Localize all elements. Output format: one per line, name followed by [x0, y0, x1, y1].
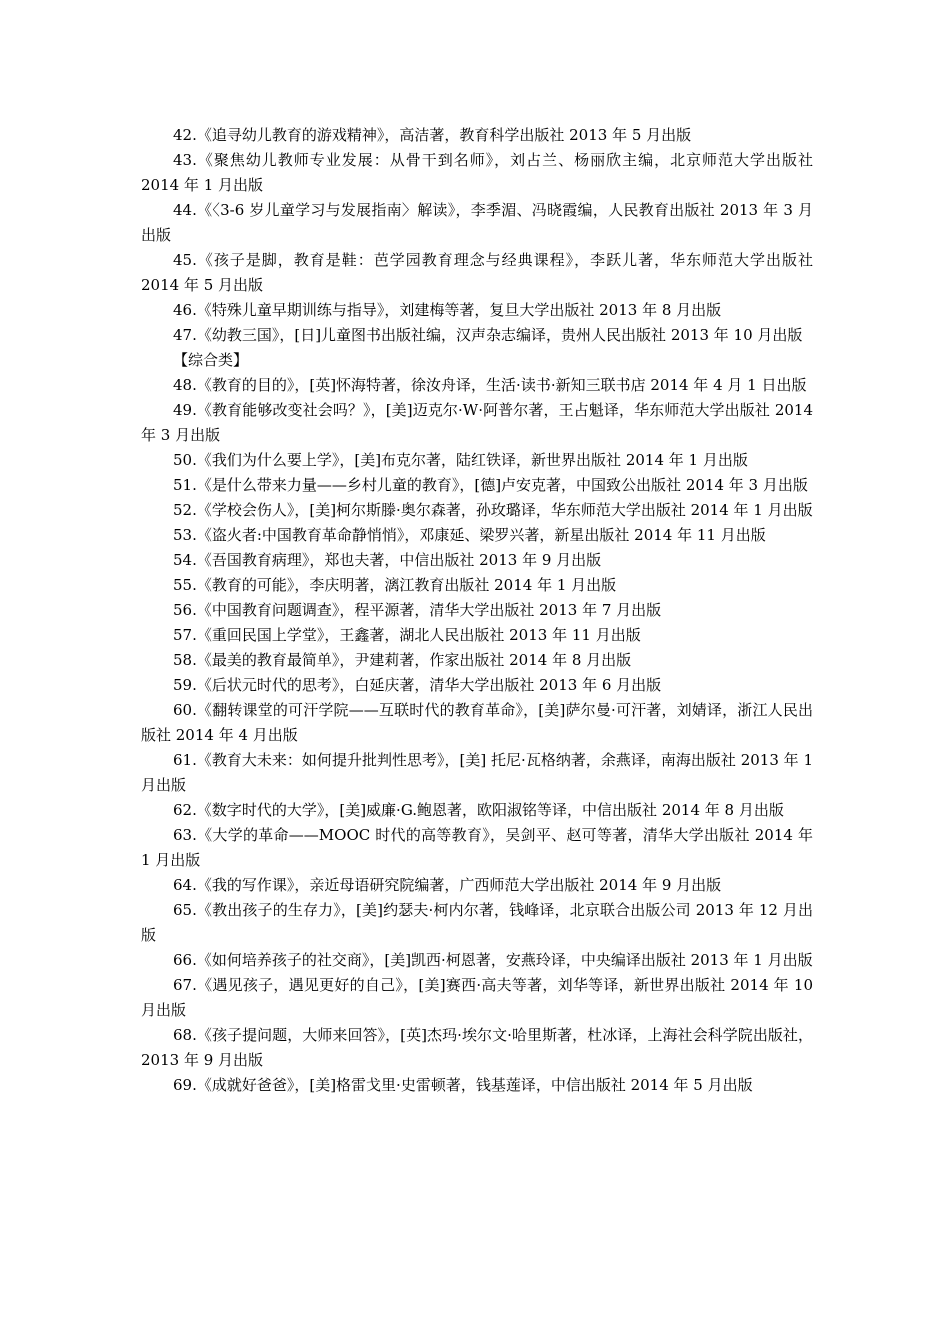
list-item: 47.《幼教三国》，[日]儿童图书出版社编，汉声杂志编译，贵州人民出版社 2013 年 10 月出版	[173, 326, 803, 344]
list-item: 50.《我们为什么要上学》，[美]布克尔著，陆红铁译，新世界出版社 2014 年 1 月出版	[173, 451, 748, 469]
list-item: 42.《追寻幼儿教育的游戏精神》，高洁著，教育科学出版社 2013 年 5 月出版	[173, 126, 692, 144]
list-item: 48.《教育的目的》，[英]怀海特著，徐汝舟译，生活·读书·新知三联书店 2014 年 4 月 1 日出版	[173, 376, 807, 394]
list-item: 61.《教育大未来：如何提升批判性思考》，[美] 托尼·瓦格纳著，余燕译，南海出版社 2013 年 1 月出版	[141, 751, 813, 794]
list-item: 60.《翻转课堂的可汗学院——互联时代的教育革命》，[美]萨尔曼·可汗著，刘婧译，浙江人民出版社 2014 年 4 月出版	[141, 701, 813, 744]
list-item: 54.《吾国教育病理》，郑也夫著，中信出版社 2013 年 9 月出版	[173, 551, 602, 569]
list-item: 69.《成就好爸爸》，[美]格雷戈里·史雷顿著，钱基莲译，中信出版社 2014 年 5 月出版	[173, 1076, 753, 1094]
list-item: 46.《特殊儿童早期训练与指导》，刘建梅等著，复旦大学出版社 2013 年 8 月出版	[173, 301, 722, 319]
list-item: 53.《盗火者:中国教育革命静悄悄》，邓康延、梁罗兴著，新星出版社 2014 年 11 月出版	[173, 526, 766, 544]
list-item: 63.《大学的革命——MOOC 时代的高等教育》，吴剑平、赵可等著，清华大学出版社 2014 年 1 月出版	[141, 826, 813, 869]
list-item: 64.《我的写作课》，亲近母语研究院编著，广西师范大学出版社 2014 年 9 月出版	[173, 876, 722, 894]
list-item: 57.《重回民国上学堂》，王鑫著，湖北人民出版社 2013 年 11 月出版	[173, 626, 641, 644]
list-item: 56.《中国教育问题调查》，程平源著，清华大学出版社 2013 年 7 月出版	[173, 601, 662, 619]
list-item: 66.《如何培养孩子的社交商》，[美]凯西·柯恩著，安燕玲译，中央编译出版社 2013 年 1 月出版	[173, 951, 813, 969]
list-item: 45.《孩子是脚，教育是鞋：芭学园教育理念与经典课程》，李跃儿著，华东师范大学出版社 2014 年 5 月出版	[141, 251, 813, 294]
list-item: 58.《最美的教育最简单》，尹建莉著，作家出版社 2014 年 8 月出版	[173, 651, 632, 669]
list-item: 44.《〈3-6 岁儿童学习与发展指南〉解读》，李季湄、冯晓霞编，人民教育出版社 2013 年 3 月出版	[141, 201, 813, 244]
list-item: 43.《聚焦幼儿教师专业发展：从骨干到名师》，刘占兰、杨丽欣主编，北京师范大学出版社 2014 年 1 月出版	[141, 151, 813, 194]
list-item: 51.《是什么带来力量——乡村儿童的教育》，[德]卢安克著，中国致公出版社 2014 年 3 月出版	[173, 476, 808, 494]
list-item: 68.《孩子提问题，大师来回答》，[英]杰玛·埃尔文·哈里斯著，杜冰译，上海社会科学院出版社，2013 年 9 月出版	[141, 1026, 813, 1069]
document-page	[141, 123, 813, 1098]
list-item: 65.《教出孩子的生存力》，[美]约瑟夫·柯内尔著，钱峰译，北京联合出版公司 2013 年 12 月出版	[141, 901, 813, 944]
list-item: 59.《后状元时代的思考》，白延庆著，清华大学出版社 2013 年 6 月出版	[173, 676, 662, 694]
section-heading: 【综合类】	[173, 351, 249, 369]
list-item: 49.《教育能够改变社会吗？》，[美]迈克尔·W·阿普尔著，王占魁译，华东师范大学出版社 2014 年 3 月出版	[141, 401, 813, 444]
list-item: 62.《数字时代的大学》，[美]威廉·G.鲍恩著，欧阳淑铭等译，中信出版社 2014 年 8 月出版	[173, 801, 784, 819]
list-item: 55.《教育的可能》，李庆明著，漓江教育出版社 2014 年 1 月出版	[173, 576, 617, 594]
list-item: 52.《学校会伤人》，[美]柯尔斯滕·奥尔森著，孙玫璐译，华东师范大学出版社 2014 年 1 月出版	[173, 501, 813, 519]
list-item: 67.《遇见孩子，遇见更好的自己》，[美]赛西·高夫等著，刘华等译，新世界出版社 2014 年 10 月出版	[141, 976, 813, 1019]
